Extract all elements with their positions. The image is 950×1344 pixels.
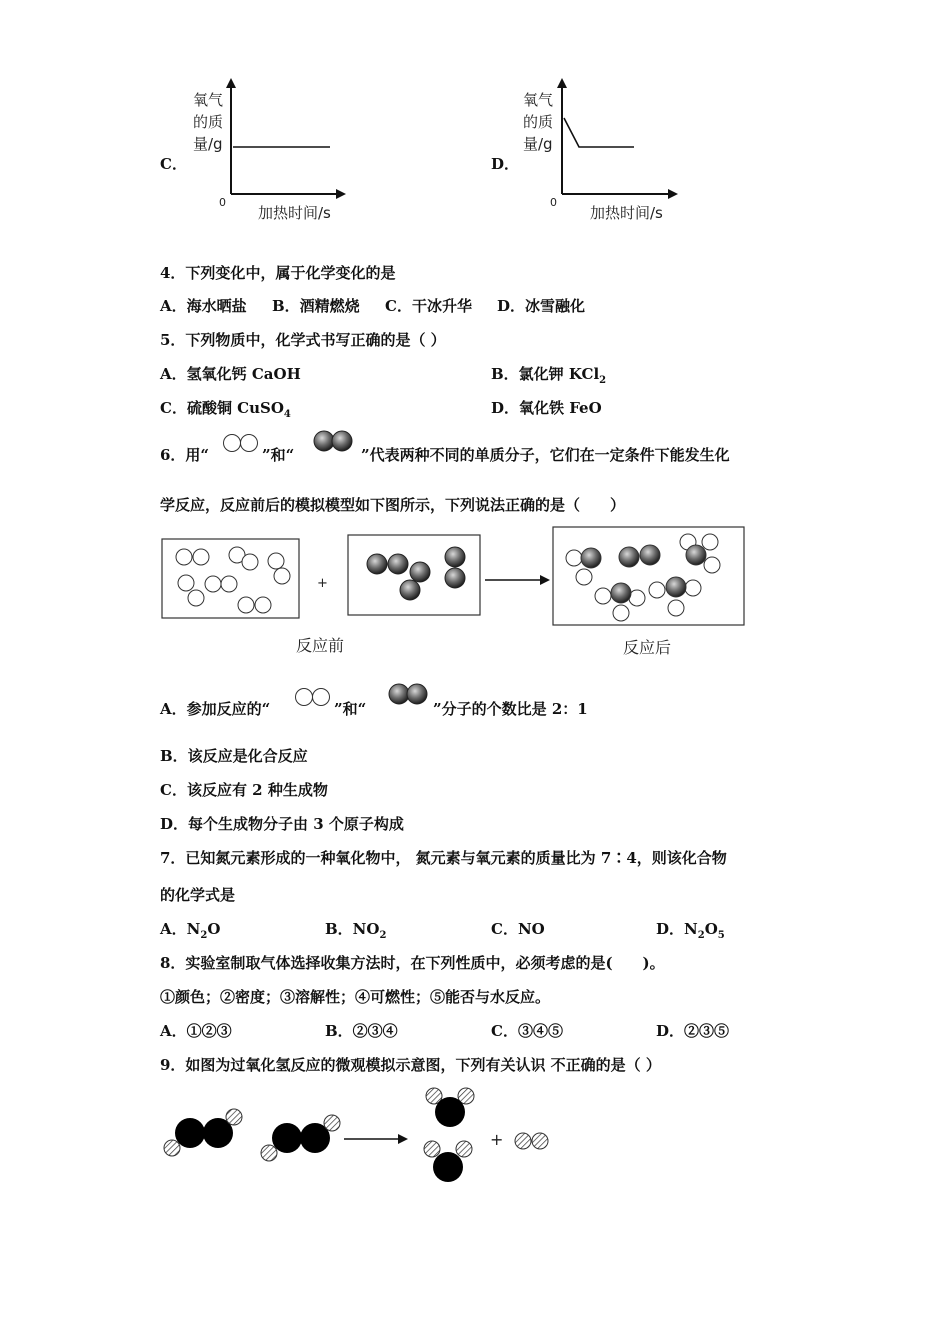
q6-option-a-part2: ”和“ bbox=[334, 700, 367, 718]
after-label: 反应后 bbox=[623, 638, 672, 657]
q7-stem: 7．已知氮元素形成的一种氧化物中， 氮元素与氧元素的质量比为 7∶4，则该化合物 bbox=[160, 849, 727, 867]
q7-option-c: C．NO bbox=[491, 920, 545, 938]
q6-stem-a: 6．用“ bbox=[160, 446, 210, 464]
q6-option-b: B．该反应是化合反应 bbox=[160, 747, 308, 765]
q8-option-c: C．③④⑤ bbox=[491, 1022, 563, 1040]
q4-option-a: A．海水晒盐 bbox=[160, 297, 247, 315]
graph-d-xlabel: 加热时间/s bbox=[590, 204, 663, 222]
graph-d-origin: 0 bbox=[550, 196, 557, 209]
q7-option-a: A．$N_2O$ bbox=[160, 920, 221, 941]
q4-option-d: D．冰雪融化 bbox=[497, 297, 586, 315]
q6-option-a-part3: ”分子的个数比是 2：1 bbox=[433, 700, 588, 718]
q6-stem-c: ”代表两种不同的单质分子，它们在一定条件下能发生化 bbox=[361, 446, 730, 464]
q9-stem: 9．如图为过氧化氢反应的微观模拟示意图，下列有关认识 不正确的是（ ） bbox=[160, 1056, 661, 1074]
graph-d-ylabel-3: 量/g bbox=[523, 135, 553, 153]
q8-properties: ①颜色；②密度；③溶解性；④可燃性；⑤能否与水反应。 bbox=[160, 988, 551, 1006]
q8-stem: 8．实验室制取气体选择收集方法时，在下列性质中，必须考虑的是( )。 bbox=[160, 954, 665, 972]
q8-option-a: A．①②③ bbox=[160, 1022, 232, 1040]
q4-stem: 4．下列变化中，属于化学变化的是 bbox=[160, 264, 396, 282]
q7-stem-line2: 的化学式是 bbox=[160, 886, 236, 904]
q6-option-a-part1: A．参加反应的“ bbox=[160, 700, 271, 718]
q3-option-c-label: C． bbox=[160, 155, 187, 173]
graph-c-ylabel-1: 氧气 bbox=[193, 91, 224, 109]
q5-option-c: C．硫酸铜 CuSO$_4$ bbox=[160, 399, 291, 420]
q8-option-d: D．②③⑤ bbox=[656, 1022, 730, 1040]
q5-option-d: D．氧化铁 FeO bbox=[491, 399, 602, 417]
q5-stem: 5．下列物质中，化学式书写正确的是（ ） bbox=[160, 331, 446, 349]
graph-c-ylabel-2: 的质 bbox=[193, 113, 224, 131]
q6-option-c: C．该反应有 2 种生成物 bbox=[160, 781, 328, 799]
q9-plus-sign: + bbox=[490, 1130, 504, 1149]
graph-c-ylabel-3: 量/g bbox=[193, 135, 223, 153]
plus-sign: + bbox=[317, 576, 328, 591]
q4-option-c: C．干冰升华 bbox=[385, 297, 472, 315]
q6-stem-b: ”和“ bbox=[262, 446, 295, 464]
q4-option-b: B．酒精燃烧 bbox=[272, 297, 360, 315]
before-label: 反应前 bbox=[296, 636, 345, 655]
graph-d-ylabel-1: 氧气 bbox=[523, 91, 554, 109]
q5-option-a: A．氢氧化钙 CaOH bbox=[160, 365, 301, 383]
graph-c-xlabel: 加热时间/s bbox=[258, 204, 331, 222]
q7-option-b: B．$NO_2$ bbox=[325, 920, 387, 941]
q5-option-b: B．氯化钾 KCl$_2$ bbox=[491, 365, 607, 386]
q7-option-d: D．$N_2O_5$ bbox=[656, 920, 725, 941]
graph-d-ylabel-2: 的质 bbox=[523, 113, 554, 131]
q3-option-d-label: D． bbox=[491, 155, 520, 173]
graph-c-origin: 0 bbox=[219, 196, 226, 209]
q6-stem-line2: 学反应，反应前后的模拟模型如下图所示，下列说法正确的是（ ） bbox=[160, 496, 626, 514]
q6-option-d: D．每个生成物分子由 3 个原子构成 bbox=[160, 815, 404, 833]
q8-option-b: B．②③④ bbox=[325, 1022, 398, 1040]
